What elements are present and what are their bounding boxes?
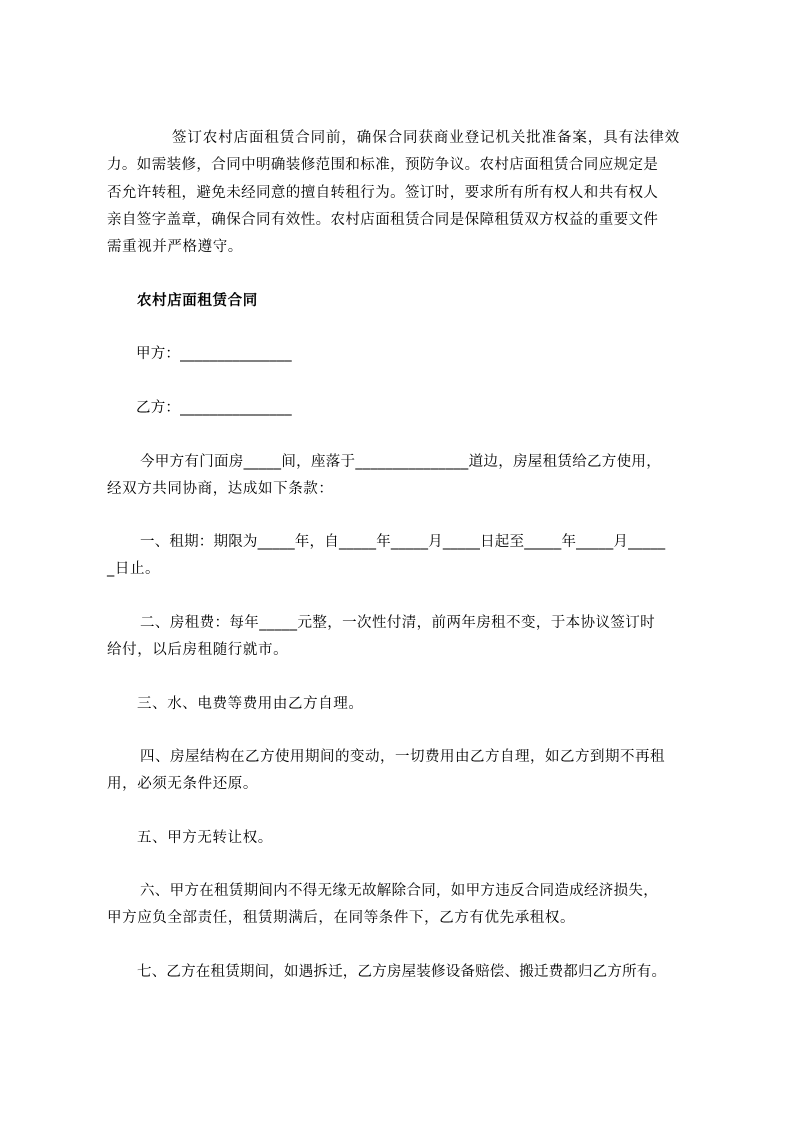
clause-4-line-1: 四、房屋结构在乙方使用期间的变动，一切费用由乙方自理，如乙方到期不再租 [140,749,665,765]
clause-1-line-1: 一、租期：期限为_____年，自_____年_____月_____日起至_____年_____月_____ [140,534,666,550]
clause-6-line-2: 甲方应负全部责任，租赁期满后，在同等条件下，乙方有优先承租权。 [107,910,576,926]
clause-7: 七、乙方在租赁期间，如遇拆迁，乙方房屋装修设备赔偿、搬迁费都归乙方所有。 [137,964,667,980]
intro-line-1: 签订农村店面租赁合同前，确保合同获商业登记机关批准备案，具有法律效 [172,130,681,146]
clause-1-line-2: _日止。 [107,561,161,577]
party-b: 乙方：_______________ [136,400,292,416]
clause-6-line-1: 六、甲方在租赁期间内不得无缘无故解除合同，如甲方违反合同造成经济损失， [140,883,658,899]
intro-line-4: 亲自签字盖章，确保合同有效性。农村店面租赁合同是保障租赁双方权益的重要文件 [107,212,659,228]
party-a: 甲方：_______________ [136,346,292,362]
intro-line-2: 力。如需装修，合同中明确装修范围和标准，预防争议。农村店面租赁合同应规定是 [107,157,659,173]
contract-title: 农村店面租赁合同 [137,293,258,309]
clause-5: 五、甲方无转让权。 [137,830,273,846]
intro-line-5: 需重视并严格遵守。 [107,239,243,255]
intro-line-3: 否允许转租，避免未经同意的擅自转租行为。签订时，要求所有所有权人和共有权人 [107,185,659,201]
clause-4-line-2: 用，必须无条件还原。 [107,776,258,792]
clause-2-line-1: 二、房租费：每年_____元整，一次性付清，前两年房租不变，于本协议签订时 [140,615,656,631]
preamble-line-2: 经双方共同协商，达成如下条款： [107,481,334,497]
clause-2-line-2: 给付，以后房租随行就市。 [107,642,289,658]
preamble-line-1: 今甲方有门面房_____间，座落于_______________道边，房屋租赁给乙方使用， [140,454,661,470]
clause-3: 三、水、电费等费用由乙方自理。 [137,696,364,712]
